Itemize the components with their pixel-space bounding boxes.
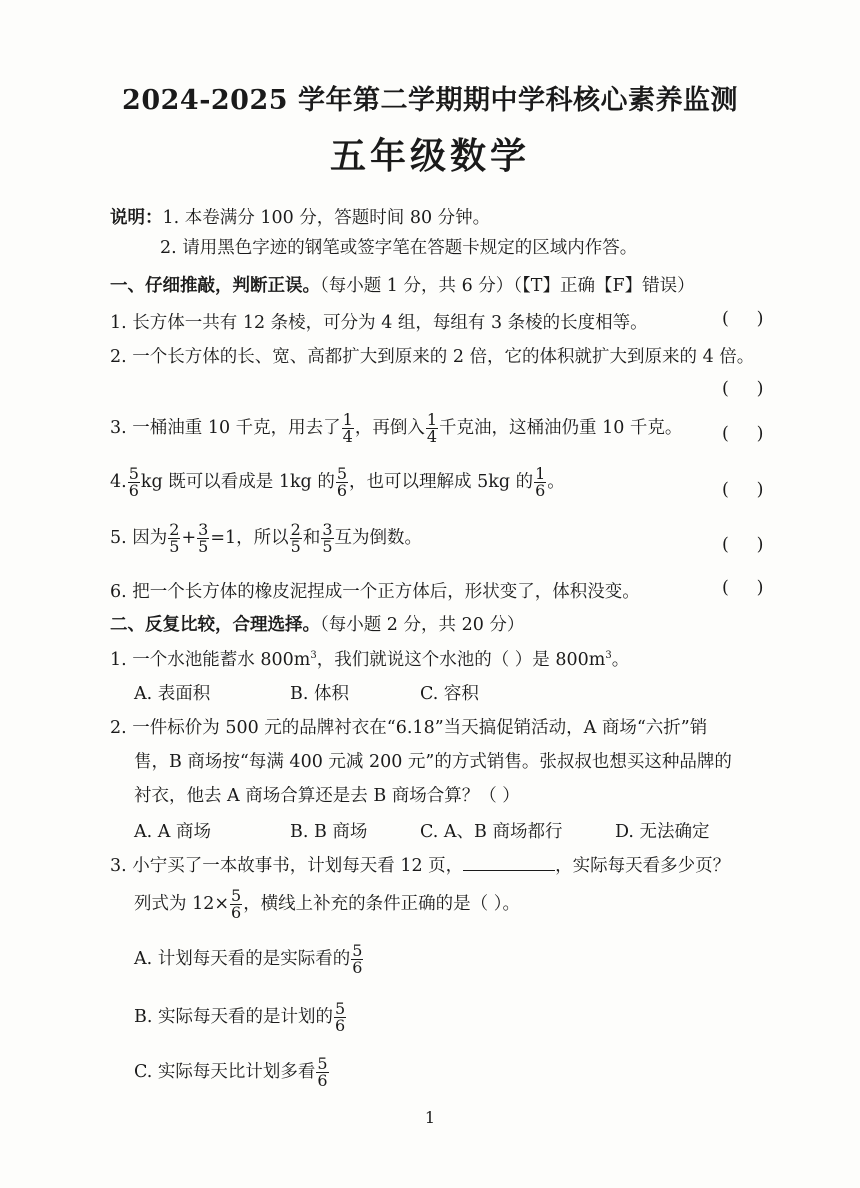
s2-question-2-line-2: 售，B 商场按“每满 400 元减 200 元”的方式销售。张叔叔也想买这种品牌的 bbox=[134, 752, 732, 772]
section1-info: （每小题 1 分，共 6 分）（【T】正确【F】错误） bbox=[320, 276, 695, 296]
fraction-5-6: $\frac{5}{6}$ bbox=[352, 941, 363, 977]
s2q2-option-a[interactable]: A. A 商场 bbox=[134, 822, 211, 842]
s2q2-option-d[interactable]: D. 无法确定 bbox=[615, 822, 710, 842]
s2q1-text-a: 1. 一个水池能蓄水 800m bbox=[110, 650, 311, 670]
fraction-5-6: $\frac{5}{6}$ bbox=[335, 999, 346, 1035]
section2-title: 二、反复比较，合理选择。 bbox=[110, 615, 320, 635]
s1-question-6: 6. 把一个长方体的橡皮泥捏成一个正方体后，形状变了，体积没变。 bbox=[110, 582, 640, 602]
fraction-2-5: $\frac{2}{5}$ bbox=[169, 520, 180, 556]
exam-subject: 五年级数学 bbox=[329, 135, 530, 177]
s1q5-text-a: 5. 因为 bbox=[110, 528, 168, 548]
answer-paren-s1q3[interactable]: ( ) bbox=[722, 424, 764, 444]
s1-question-1: 1. 长方体一共有 12 条棱，可分为 4 组，每组有 3 条棱的长度相等。 bbox=[110, 313, 648, 333]
s1q5-eq: =1，所以 bbox=[210, 528, 289, 548]
answer-paren-s1q2[interactable]: ( ) bbox=[722, 379, 764, 399]
s2q3-text-a: 3. 小宁买了一本故事书，计划每天看 12 页， bbox=[110, 856, 464, 876]
superscript-3: 3 bbox=[310, 650, 317, 662]
s2-question-2-line-1: 2. 一件标价为 500 元的品牌衬衣在“6.18”当天搞促销活动，A 商场“六折”销 bbox=[110, 718, 708, 738]
s1q3-text-c: 千克油，这桶油仍重 10 千克。 bbox=[439, 418, 683, 438]
s1q4-text-b: ，也可以理解成 5kg 的 bbox=[349, 472, 534, 492]
fraction-3-5: $\frac{3}{5}$ bbox=[198, 520, 209, 556]
fraction-5-6: $\frac{5}{6}$ bbox=[128, 464, 139, 500]
answer-paren-s1q5[interactable]: ( ) bbox=[722, 535, 764, 555]
superscript-3: 3 bbox=[605, 650, 612, 662]
page-number: 1 bbox=[424, 1108, 436, 1127]
s2q1-option-b[interactable]: B. 体积 bbox=[290, 684, 349, 704]
s2q3-option-a[interactable]: A. 计划每天看的是实际看的 $\frac{5}{6}$ bbox=[134, 941, 363, 977]
answer-paren-s1q1[interactable]: ( ) bbox=[722, 309, 764, 329]
answer-paren-s1q6[interactable]: ( ) bbox=[722, 578, 764, 598]
s2q1-text-b: ，我们就说这个水池的（ ）是 800m bbox=[316, 650, 606, 670]
fraction-2-5: $\frac{2}{5}$ bbox=[290, 520, 301, 556]
s1-question-3 bbox=[110, 412, 682, 445]
notes-label: 说明： bbox=[110, 208, 163, 228]
section2-heading bbox=[110, 611, 524, 636]
s2q1-option-a[interactable]: A. 表面积 bbox=[134, 684, 211, 704]
s2-question-2-line-3: 衬衣，他去 A 商场合算还是去 B 商场合算？（ ） bbox=[134, 786, 520, 806]
fill-in-blank[interactable] bbox=[463, 854, 555, 871]
s2q3-formula-a: 列式为 12× bbox=[134, 894, 229, 914]
s1q4-text-c: 。 bbox=[547, 472, 565, 492]
s2q3-option-c[interactable]: C. 实际每天比计划多看 $\frac{5}{6}$ bbox=[134, 1054, 328, 1090]
s2q3-option-b[interactable]: B. 实际每天看的是计划的 $\frac{5}{6}$ bbox=[134, 999, 346, 1035]
fraction-1-6: $\frac{1}{6}$ bbox=[535, 464, 546, 500]
fraction-1-4: $\frac{1}{4}$ bbox=[342, 410, 353, 446]
s1q5-text-b: 互为倒数。 bbox=[334, 528, 422, 548]
fraction-5-6: $\frac{5}{6}$ bbox=[231, 886, 242, 922]
notes-line-2: 2. 请用黑色字迹的钢笔或签字笔在答题卡规定的区域内作答。 bbox=[160, 238, 638, 258]
s2q3-text-b: ，实际每天看多少页？ bbox=[555, 856, 731, 876]
s2-question-3-line-2 bbox=[134, 888, 520, 921]
s2-question-1 bbox=[110, 646, 629, 671]
exam-title: 2024-2025 学年第二学期期中学科核心素养监测 bbox=[122, 85, 738, 116]
s1q5-plus: + bbox=[181, 528, 197, 548]
answer-paren-s1q4[interactable]: ( ) bbox=[722, 480, 764, 500]
notes-text-1: 1. 本卷满分 100 分，答题时间 80 分钟。 bbox=[162, 208, 491, 228]
s1q3-text-a: 3. 一桶油重 10 千克，用去了 bbox=[110, 418, 341, 438]
s2-question-3-line-1 bbox=[110, 852, 730, 877]
fraction-5-6: $\frac{5}{6}$ bbox=[317, 1054, 328, 1090]
fraction-5-6: $\frac{5}{6}$ bbox=[336, 464, 348, 500]
fraction-3-5: $\frac{3}{5}$ bbox=[322, 520, 333, 556]
s1-question-2: 2. 一个长方体的长、宽、高都扩大到原来的 2 倍，它的体积就扩大到原来的 4 倍。 bbox=[110, 347, 755, 367]
section2-info: （每小题 2 分，共 20 分） bbox=[320, 615, 525, 635]
s1q4-number: 4. bbox=[110, 472, 127, 492]
s1q4-text-a: kg 既可以看成是 1kg 的 bbox=[140, 472, 335, 492]
s1-question-4 bbox=[110, 466, 565, 499]
section1-title: 一、仔细推敲，判断正误。 bbox=[110, 276, 320, 296]
s1q5-and: 和 bbox=[302, 528, 321, 548]
s2q1-text-c: 。 bbox=[611, 650, 630, 670]
notes-line-1 bbox=[110, 204, 490, 229]
fraction-1-4: $\frac{1}{4}$ bbox=[426, 410, 438, 446]
s2q3-formula-b: ，横线上补充的条件正确的是（ ）。 bbox=[243, 894, 520, 914]
s2q1-option-c[interactable]: C. 容积 bbox=[420, 684, 479, 704]
section1-heading bbox=[110, 272, 695, 297]
s2q2-option-b[interactable]: B. B 商场 bbox=[290, 822, 368, 842]
s1q3-text-b: ，再倒入 bbox=[354, 418, 425, 438]
s1-question-5 bbox=[110, 522, 422, 555]
s2q2-option-c[interactable]: C. A、B 商场都行 bbox=[420, 822, 563, 842]
